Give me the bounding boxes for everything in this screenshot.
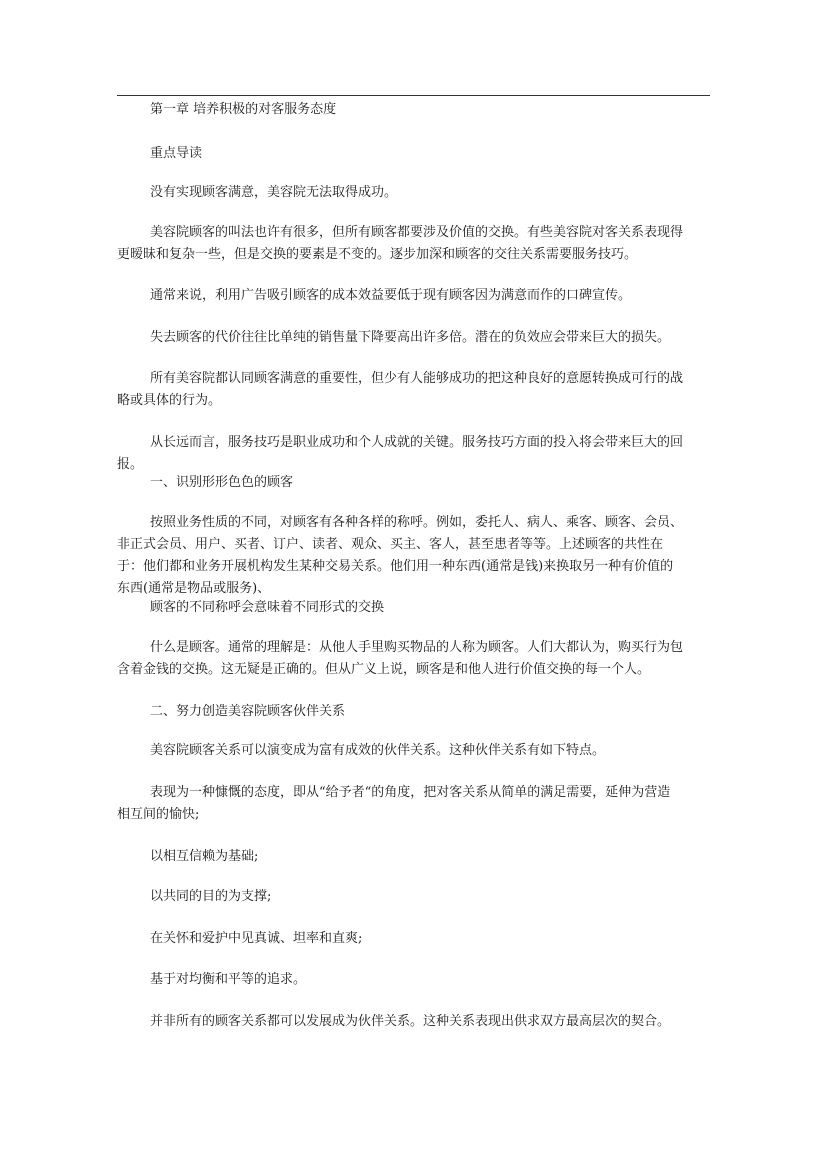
section-heading-key-points: 重点导读 [150,146,203,161]
paragraph: 并非所有的顾客关系都可以发展成为伙伴关系。这种关系表现出供求双方最高层次的契合。 [150,1014,671,1029]
list-item: 在关怀和爱护中见真诚、坦率和直爽; [150,931,363,946]
list-item: 以共同的目的为支撑; [150,889,272,904]
paragraph: 失去顾客的代价往往比单纯的销售量下降要高出许多倍。潜在的负效应会带来巨大的损失。 [150,330,671,345]
chapter-title: 第一章 培养积极的对客服务态度 [150,102,337,117]
section-heading-identify-customers: 一、识别形形色色的顾客 [150,475,294,490]
paragraph: 美容院顾客关系可以演变成为富有成效的伙伴关系。这种伙伴关系有如下特点。 [150,743,606,758]
header-rule [117,95,710,96]
paragraph: 表现为一种慷慨的态度，即从“给予者“的角度，把对客关系从简单的满足需要，延伸为营造相互间的愉快; [117,785,671,822]
paragraph: 通常来说，利用广告吸引顾客的成本效益要低于现有顾客因为满意而作的口碑宣传。 [150,288,632,303]
paragraph: 从长远而言，服务技巧是职业成功和个人成就的关键。服务技巧方面的投入将会带来巨大的回报。 [117,435,684,472]
paragraph: 没有实现顾客满意，美容院无法取得成功。 [150,185,398,200]
paragraph: 美容院顾客的叫法也许有很多，但所有顾客都要涉及价值的交换。有些美容院对客关系表现得更暧昧和复杂一些，但是交换的要素是不变的。逐步加深和顾客的交往关系需要服务技巧。 [117,225,684,262]
section-heading-partnership: 二、努力创造美容院顾客伙伴关系 [150,704,346,719]
list-item: 以相互信赖为基础; [150,849,259,864]
paragraph: 顾客的不同称呼会意味着不同形式的交换 [150,600,385,615]
paragraph: 什么是顾客。通常的理解是：从他人手里购买物品的人称为顾客。人们大都认为，购买行为包含着金钱的交换。这无疑是正确的。但从广义上说，顾客是和他人进行价值交换的每一个人。 [117,640,684,677]
paragraph: 按照业务性质的不同，对顾客有各种各样的称呼。例如，委托人、病人、乘客、顾客、会员、非正式会员、用户、买者、订户、读者、观众、买主、客人，甚至患者等等。上述顾客的共性在于：他们都和业务开展机构发生某种交易关系。他们用一种东西(通常是钱)来换取另一种有价值的东西(通常是物品或服务)、 [117,515,684,596]
list-item: 基于对均衡和平等的追求。 [150,972,307,987]
paragraph: 所有美容院都认同顾客满意的重要性，但少有人能够成功的把这种良好的意愿转换成可行的战略或具体的行为。 [117,371,684,408]
